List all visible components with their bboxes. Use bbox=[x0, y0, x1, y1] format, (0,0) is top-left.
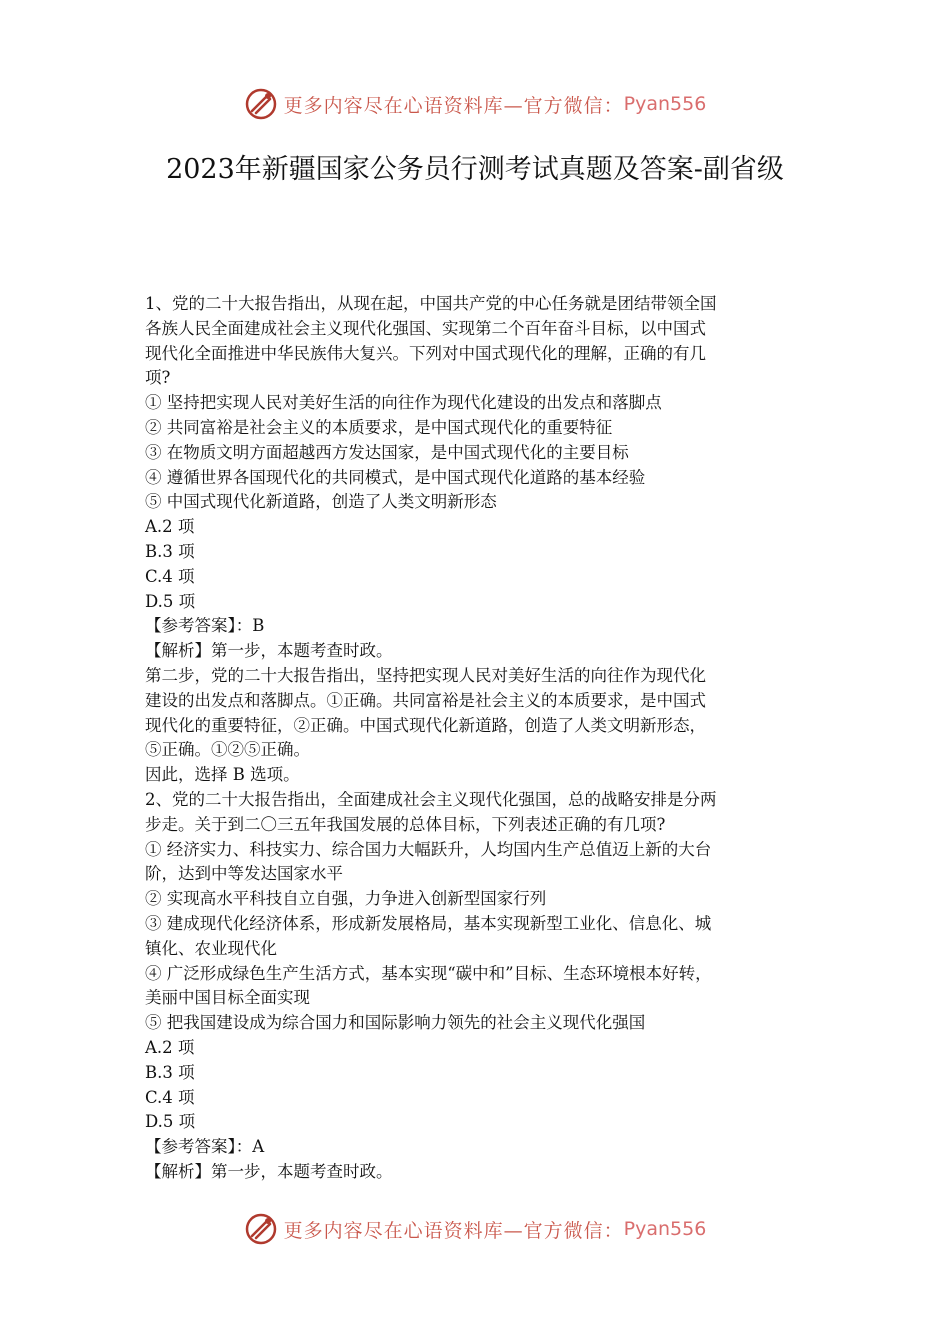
analysis-line: 因此，选择 B 选项。 bbox=[145, 765, 300, 785]
question-stem-line: 各族人民全面建成社会主义现代化强国、实现第二个百年奋斗目标，以中国式 bbox=[145, 318, 706, 338]
analysis-line: 【解析】第一步，本题考查时政。 bbox=[145, 1161, 393, 1181]
question-1 bbox=[145, 292, 815, 788]
document-body bbox=[145, 292, 815, 1185]
brand-logo-icon bbox=[244, 1212, 278, 1246]
banner-text: 更多内容尽在心语资料库—官方微信： bbox=[283, 94, 624, 117]
analysis-line: 【解析】第一步，本题考查时政。 bbox=[145, 641, 393, 661]
question-stem-line: 项? bbox=[145, 368, 171, 388]
statement-line: 美丽中国目标全面实现 bbox=[145, 988, 310, 1008]
statement-line: ② 共同富裕是社会主义的本质要求，是中国式现代化的重要特征 bbox=[145, 417, 613, 437]
statement-line: 阶，达到中等发达国家水平 bbox=[145, 864, 343, 884]
option-d: D.5 项 bbox=[145, 591, 196, 611]
banner-text: 更多内容尽在心语资料库—官方微信： bbox=[283, 1219, 624, 1242]
reference-answer: 【参考答案】：B bbox=[145, 616, 265, 636]
statement-line: ② 实现高水平科技自立自强，力争进入创新型国家行列 bbox=[145, 889, 547, 909]
header-banner bbox=[0, 82, 950, 126]
footer-banner bbox=[0, 1207, 950, 1251]
statement-line: ③ 建成现代化经济体系，形成新发展格局，基本实现新型工业化、信息化、城 bbox=[145, 913, 712, 933]
option-b: B.3 项 bbox=[145, 1062, 195, 1082]
statement-line: ⑤ 中国式现代化新道路，创造了人类文明新形态 bbox=[145, 492, 497, 512]
analysis-line: 建设的出发点和落脚点。①正确。共同富裕是社会主义的本质要求，是中国式 bbox=[145, 690, 706, 710]
option-d: D.5 项 bbox=[145, 1112, 196, 1132]
option-a: A.2 项 bbox=[145, 1037, 195, 1057]
statement-line: ① 经济实力、科技实力、综合国力大幅跃升，人均国内生产总值迈上新的大台 bbox=[145, 839, 712, 859]
analysis-line: 第二步，党的二十大报告指出，坚持把实现人民对美好生活的向往作为现代化 bbox=[145, 665, 706, 685]
reference-answer: 【参考答案】：A bbox=[145, 1137, 265, 1157]
option-b: B.3 项 bbox=[145, 541, 195, 561]
analysis-line: ⑤正确。①②⑤正确。 bbox=[145, 740, 310, 760]
option-c: C.4 项 bbox=[145, 566, 195, 586]
statement-line: 镇化、农业现代化 bbox=[145, 938, 277, 958]
statement-line: ④ 广泛形成绿色生产生活方式，基本实现“碳中和”目标、生态环境根本好转， bbox=[145, 963, 712, 983]
statement-line: ④ 遵循世界各国现代化的共同模式，是中国式现代化道路的基本经验 bbox=[145, 467, 646, 487]
statement-line: ⑤ 把我国建设成为综合国力和国际影响力领先的社会主义现代化强国 bbox=[145, 1013, 646, 1033]
analysis-line: 现代化的重要特征，②正确。中国式现代化新道路，创造了人类文明新形态， bbox=[145, 715, 706, 735]
question-stem-line: 2、党的二十大报告指出，全面建成社会主义现代化强国，总的战略安排是分两 bbox=[145, 789, 717, 809]
question-stem-line: 现代化全面推进中华民族伟大复兴。下列对中国式现代化的理解，正确的有几 bbox=[145, 343, 706, 363]
brand-logo-icon bbox=[244, 87, 278, 121]
banner-wechat-id: Pyan556 bbox=[623, 93, 707, 115]
question-stem-line: 1、党的二十大报告指出，从现在起，中国共产党的中心任务就是团结带领全国 bbox=[145, 294, 717, 313]
question-stem-line: 步走。关于到二〇三五年我国发展的总体目标，下列表述正确的有几项? bbox=[145, 814, 666, 834]
question-2 bbox=[145, 788, 815, 1185]
statement-line: ③ 在物质文明方面超越西方发达国家，是中国式现代化的主要目标 bbox=[145, 442, 629, 462]
document-title: 2023年新疆国家公务员行测考试真题及答案-副省级 bbox=[166, 154, 784, 185]
banner-wechat-id: Pyan556 bbox=[623, 1218, 707, 1240]
option-a: A.2 项 bbox=[145, 517, 195, 537]
option-c: C.4 项 bbox=[145, 1087, 195, 1107]
statement-line: ① 坚持把实现人民对美好生活的向往作为现代化建设的出发点和落脚点 bbox=[145, 393, 662, 413]
